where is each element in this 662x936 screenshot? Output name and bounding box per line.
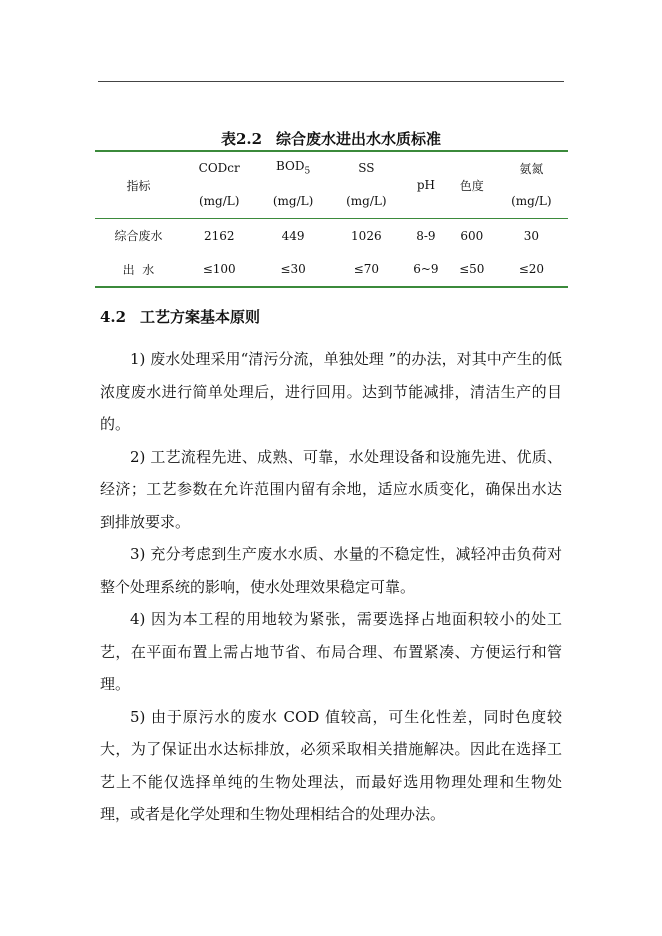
col-header-codcr: CODcr [198,161,240,175]
table-cell: 30 [523,228,539,243]
col-header-ammonia: 氨氮 [519,161,544,176]
paragraph: 5) 由于原污水的废水 COD 值较高，可生化性差，同时色度较大，为了保证出水达标排放，必须采取相关措施解决。因此在选择工艺上不能仅选择单纯的生物处理法，而最好选用物理处理和生物处理，或者是化学处理和生物处理相结合的处理办法。 [100,707,562,823]
section-number: 4.2 [100,308,127,326]
table-cell: ≤50 [459,262,485,276]
table-cell: 6~9 [413,262,439,276]
col-unit-bod5: (mg/L) [256,184,329,219]
table-cell: ≤30 [280,262,306,276]
paragraph: 1) 废水处理采用“清污分流，单独处理 ”的办法，对其中产生的低浓度废水进行简单处理后，进行回用。达到节能减排，清洁生产的目的。 [100,350,562,433]
paragraph: 3) 充分考虑到生产废水水质、水量的不稳定性，减轻冲击负荷对整个处理系统的影响，使水处理效果稳定可靠。 [100,545,562,596]
col-header-ss: SS [358,161,375,175]
section-title: 工艺方案基本原则 [140,308,261,326]
paragraph: 2) 工艺流程先进、成熟、可靠，水处理设备和设施先进、优质、经济；工艺参数在允许范围内留有余地，适应水质变化，确保出水达到排放要求。 [100,447,562,531]
table-caption [0,128,662,149]
row-label: 出 水 [122,262,155,277]
table-caption-title: 综合废水进出水水质标准 [276,130,442,148]
col-header-color: 色度 [449,151,495,219]
row-label: 综合废水 [114,229,163,244]
header-rule [98,81,564,82]
table-caption-number: 表2.2 [220,130,263,148]
table-cell: 600 [460,228,484,243]
col-header-ph: pH [403,151,449,219]
water-quality-table [95,150,568,288]
table-header-index: 指标 [95,151,182,219]
table-cell: ≤20 [518,262,545,276]
table-cell: ≤70 [353,262,379,276]
paragraph: 4) 因为本工程的用地较为紧张，需要选择占地面积较小的处工艺，在平面布置上需占地节省、布局合理、布置紧凑、方便运行和管理。 [100,610,562,693]
table-row [95,253,568,287]
col-unit-ss: (mg/L) [330,184,403,219]
col-unit-codcr: (mg/L) [182,184,256,219]
col-unit-ammonia: (mg/L) [495,184,568,219]
table-cell: 1026 [351,228,382,243]
table-row [95,219,568,253]
section-heading [100,306,260,327]
table-cell: 2162 [203,228,235,243]
col-header-bod5: $BOD_5$ [275,159,311,177]
table-cell: 8-9 [416,228,436,243]
table-cell: 449 [281,228,305,243]
body-text [100,343,562,831]
table-cell: ≤100 [202,262,236,276]
